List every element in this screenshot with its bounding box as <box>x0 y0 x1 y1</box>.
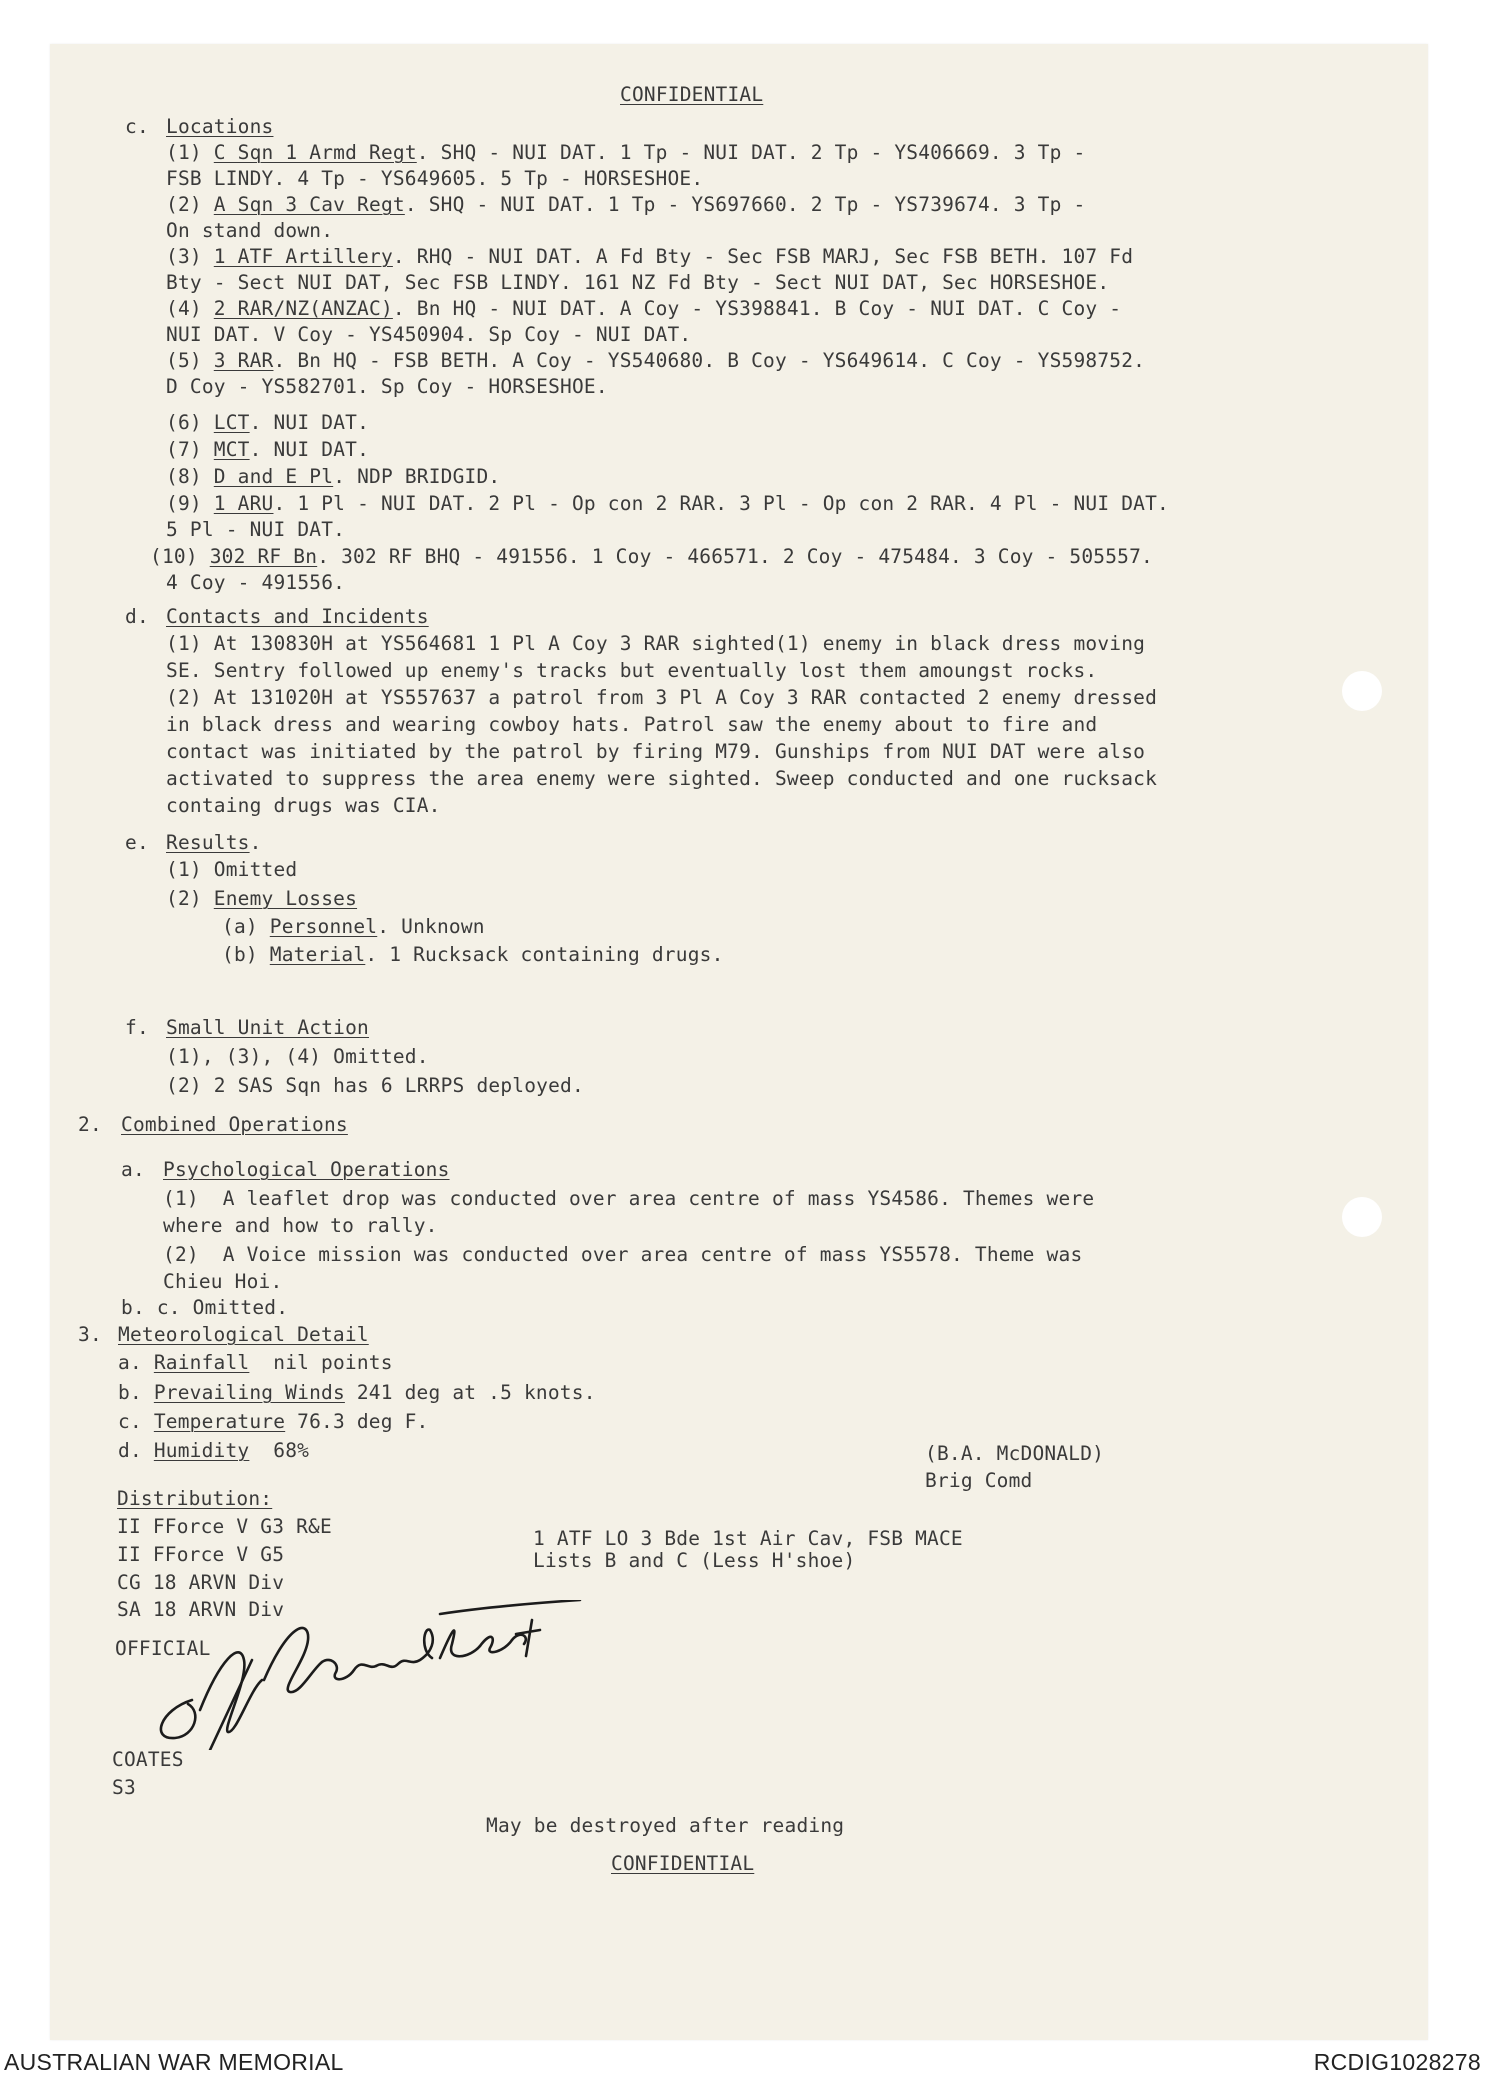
results-subitem: (b) Material. 1 Rucksack containing drugs. <box>222 943 724 966</box>
official-appointment: S3 <box>112 1776 136 1799</box>
met-rainfall: a. Rainfall nil points <box>118 1351 393 1374</box>
location-item: (7) MCT. NUI DAT. <box>166 438 370 461</box>
small-unit-item: (1), (3), (4) Omitted. <box>166 1045 429 1068</box>
contact-line: (1) At 130830H at YS564681 1 Pl A Coy 3 RAR sighted(1) enemy in black dress moving <box>166 632 1146 655</box>
results-subitem: (a) Personnel. Unknown <box>222 915 485 938</box>
location-item-cont: Bty - Sect NUI DAT, Sec FSB LINDY. 161 NZ Fd Bty - Sect NUI DAT, Sec HORSESHOE. <box>166 271 1110 294</box>
archive-reference: RCDIG1028278 <box>1313 2049 1481 2075</box>
classification-header: CONFIDENTIAL <box>620 83 764 106</box>
psyops-line: where and how to rally. <box>163 1214 438 1237</box>
distribution-item: II FForce V G5 <box>117 1543 285 1566</box>
location-item: (2) A Sqn 3 Cav Regt. SHQ - NUI DAT. 1 Tp - YS697660. 2 Tp - YS739674. 3 Tp - <box>166 193 1086 216</box>
location-item: (1) C Sqn 1 Armd Regt. SHQ - NUI DAT. 1 Tp - NUI DAT. 2 Tp - YS406669. 3 Tp - <box>166 141 1086 164</box>
location-item-cont: NUI DAT. V Coy - YS450904. Sp Coy - NUI DAT. <box>166 323 692 346</box>
met-heading: Meteorological Detail <box>118 1323 369 1346</box>
section-number: 2. <box>78 1113 102 1136</box>
locations-letter: c. <box>125 115 149 138</box>
location-item-cont: On stand down. <box>166 219 334 242</box>
handwritten-signature <box>140 1600 600 1750</box>
combined-ops-heading: Combined Operations <box>121 1113 348 1136</box>
location-item: (10) 302 RF Bn. 302 RF BHQ - 491556. 1 Coy - 466571. 2 Coy - 475484. 3 Coy - 505557. <box>150 545 1153 568</box>
psyops-line: Chieu Hoi. <box>163 1270 283 1293</box>
distribution-heading: Distribution: <box>117 1487 273 1510</box>
location-item: (6) LCT. NUI DAT. <box>166 411 370 434</box>
omitted-line: b. c. Omitted. <box>121 1296 289 1319</box>
contact-line: activated to suppress the area enemy were sighted. Sweep conducted and one rucksack <box>166 767 1158 790</box>
punch-hole <box>1342 1197 1382 1237</box>
location-item-cont: D Coy - YS582701. Sp Coy - HORSESHOE. <box>166 375 608 398</box>
contact-line: containg drugs was CIA. <box>166 794 441 817</box>
contact-line: (2) At 131020H at YS557637 a patrol from 3 Pl A Coy 3 RAR contacted 2 enemy dressed <box>166 686 1158 709</box>
location-item-cont: 5 Pl - NUI DAT. <box>166 518 346 541</box>
contact-line: in black dress and wearing cowboy hats. Patrol saw the enemy about to fire and <box>166 713 1098 736</box>
location-item: (5) 3 RAR. Bn HQ - FSB BETH. A Coy - YS540680. B Coy - YS649614. C Coy - YS598752. <box>166 349 1146 372</box>
small-unit-heading: Small Unit Action <box>166 1016 369 1039</box>
contacts-heading: Contacts and Incidents <box>166 605 429 628</box>
results-item: (2) Enemy Losses <box>166 887 358 910</box>
contact-line: SE. Sentry followed up enemy's tracks but eventually lost them amoungst rocks. <box>166 659 1098 682</box>
psyops-line: (2) A Voice mission was conducted over area centre of mass YS5578. Theme was <box>163 1243 1083 1266</box>
results-item: (1) Omitted <box>166 858 298 881</box>
contact-line: contact was initiated by the patrol by firing M79. Gunships from NUI DAT were also <box>166 740 1146 763</box>
locations-heading: Locations <box>166 115 274 138</box>
psyops-line: (1) A leaflet drop was conducted over area centre of mass YS4586. Themes were <box>163 1187 1095 1210</box>
location-item: (8) D and E Pl. NDP BRIDGID. <box>166 465 501 488</box>
archive-credit: AUSTRALIAN WAR MEMORIAL <box>4 2049 344 2075</box>
location-item: (9) 1 ARU. 1 Pl - NUI DAT. 2 Pl - Op con 2 RAR. 3 Pl - Op con 2 RAR. 4 Pl - NUI DAT. <box>166 492 1169 515</box>
classification-footer: CONFIDENTIAL <box>611 1852 755 1875</box>
destroy-note: May be destroyed after reading <box>486 1814 845 1837</box>
location-item-cont: 4 Coy - 491556. <box>166 571 346 594</box>
official-name: COATES <box>112 1748 184 1771</box>
small-unit-letter: f. <box>125 1016 149 1039</box>
punch-hole <box>1342 671 1382 711</box>
distribution-item: CG 18 ARVN Div <box>117 1571 285 1594</box>
signatory-title: Brig Comd <box>925 1469 1033 1492</box>
psyops-letter: a. <box>121 1158 145 1181</box>
location-item: (3) 1 ATF Artillery. RHQ - NUI DAT. A Fd Bty - Sec FSB MARJ, Sec FSB BETH. 107 Fd <box>166 245 1134 268</box>
results-letter: e. <box>125 831 149 854</box>
contacts-letter: d. <box>125 605 149 628</box>
location-item-cont: FSB LINDY. 4 Tp - YS649605. 5 Tp - HORSESHOE. <box>166 167 704 190</box>
met-winds: b. Prevailing Winds 241 deg at .5 knots. <box>118 1381 596 1404</box>
small-unit-item: (2) 2 SAS Sqn has 6 LRRPS deployed. <box>166 1074 584 1097</box>
met-temperature: c. Temperature 76.3 deg F. <box>118 1410 429 1433</box>
results-heading: Results. <box>166 831 262 854</box>
section-number: 3. <box>78 1323 102 1346</box>
psyops-heading: Psychological Operations <box>163 1158 450 1181</box>
distribution-item: II FForce V G3 R&E <box>117 1515 332 1538</box>
official-label: OFFICIAL <box>115 1637 211 1660</box>
distribution-item: 1 ATF LO 3 Bde 1st Air Cav, FSB MACE <box>533 1527 963 1550</box>
distribution-item: SA 18 ARVN Div <box>117 1598 285 1621</box>
location-item: (4) 2 RAR/NZ(ANZAC). Bn HQ - NUI DAT. A Coy - YS398841. B Coy - NUI DAT. C Coy - <box>166 297 1122 320</box>
met-humidity: d. Humidity 68% <box>118 1439 310 1462</box>
signatory-name: (B.A. McDONALD) <box>925 1442 1105 1465</box>
distribution-item: Lists B and C (Less H'shoe) <box>533 1549 856 1572</box>
